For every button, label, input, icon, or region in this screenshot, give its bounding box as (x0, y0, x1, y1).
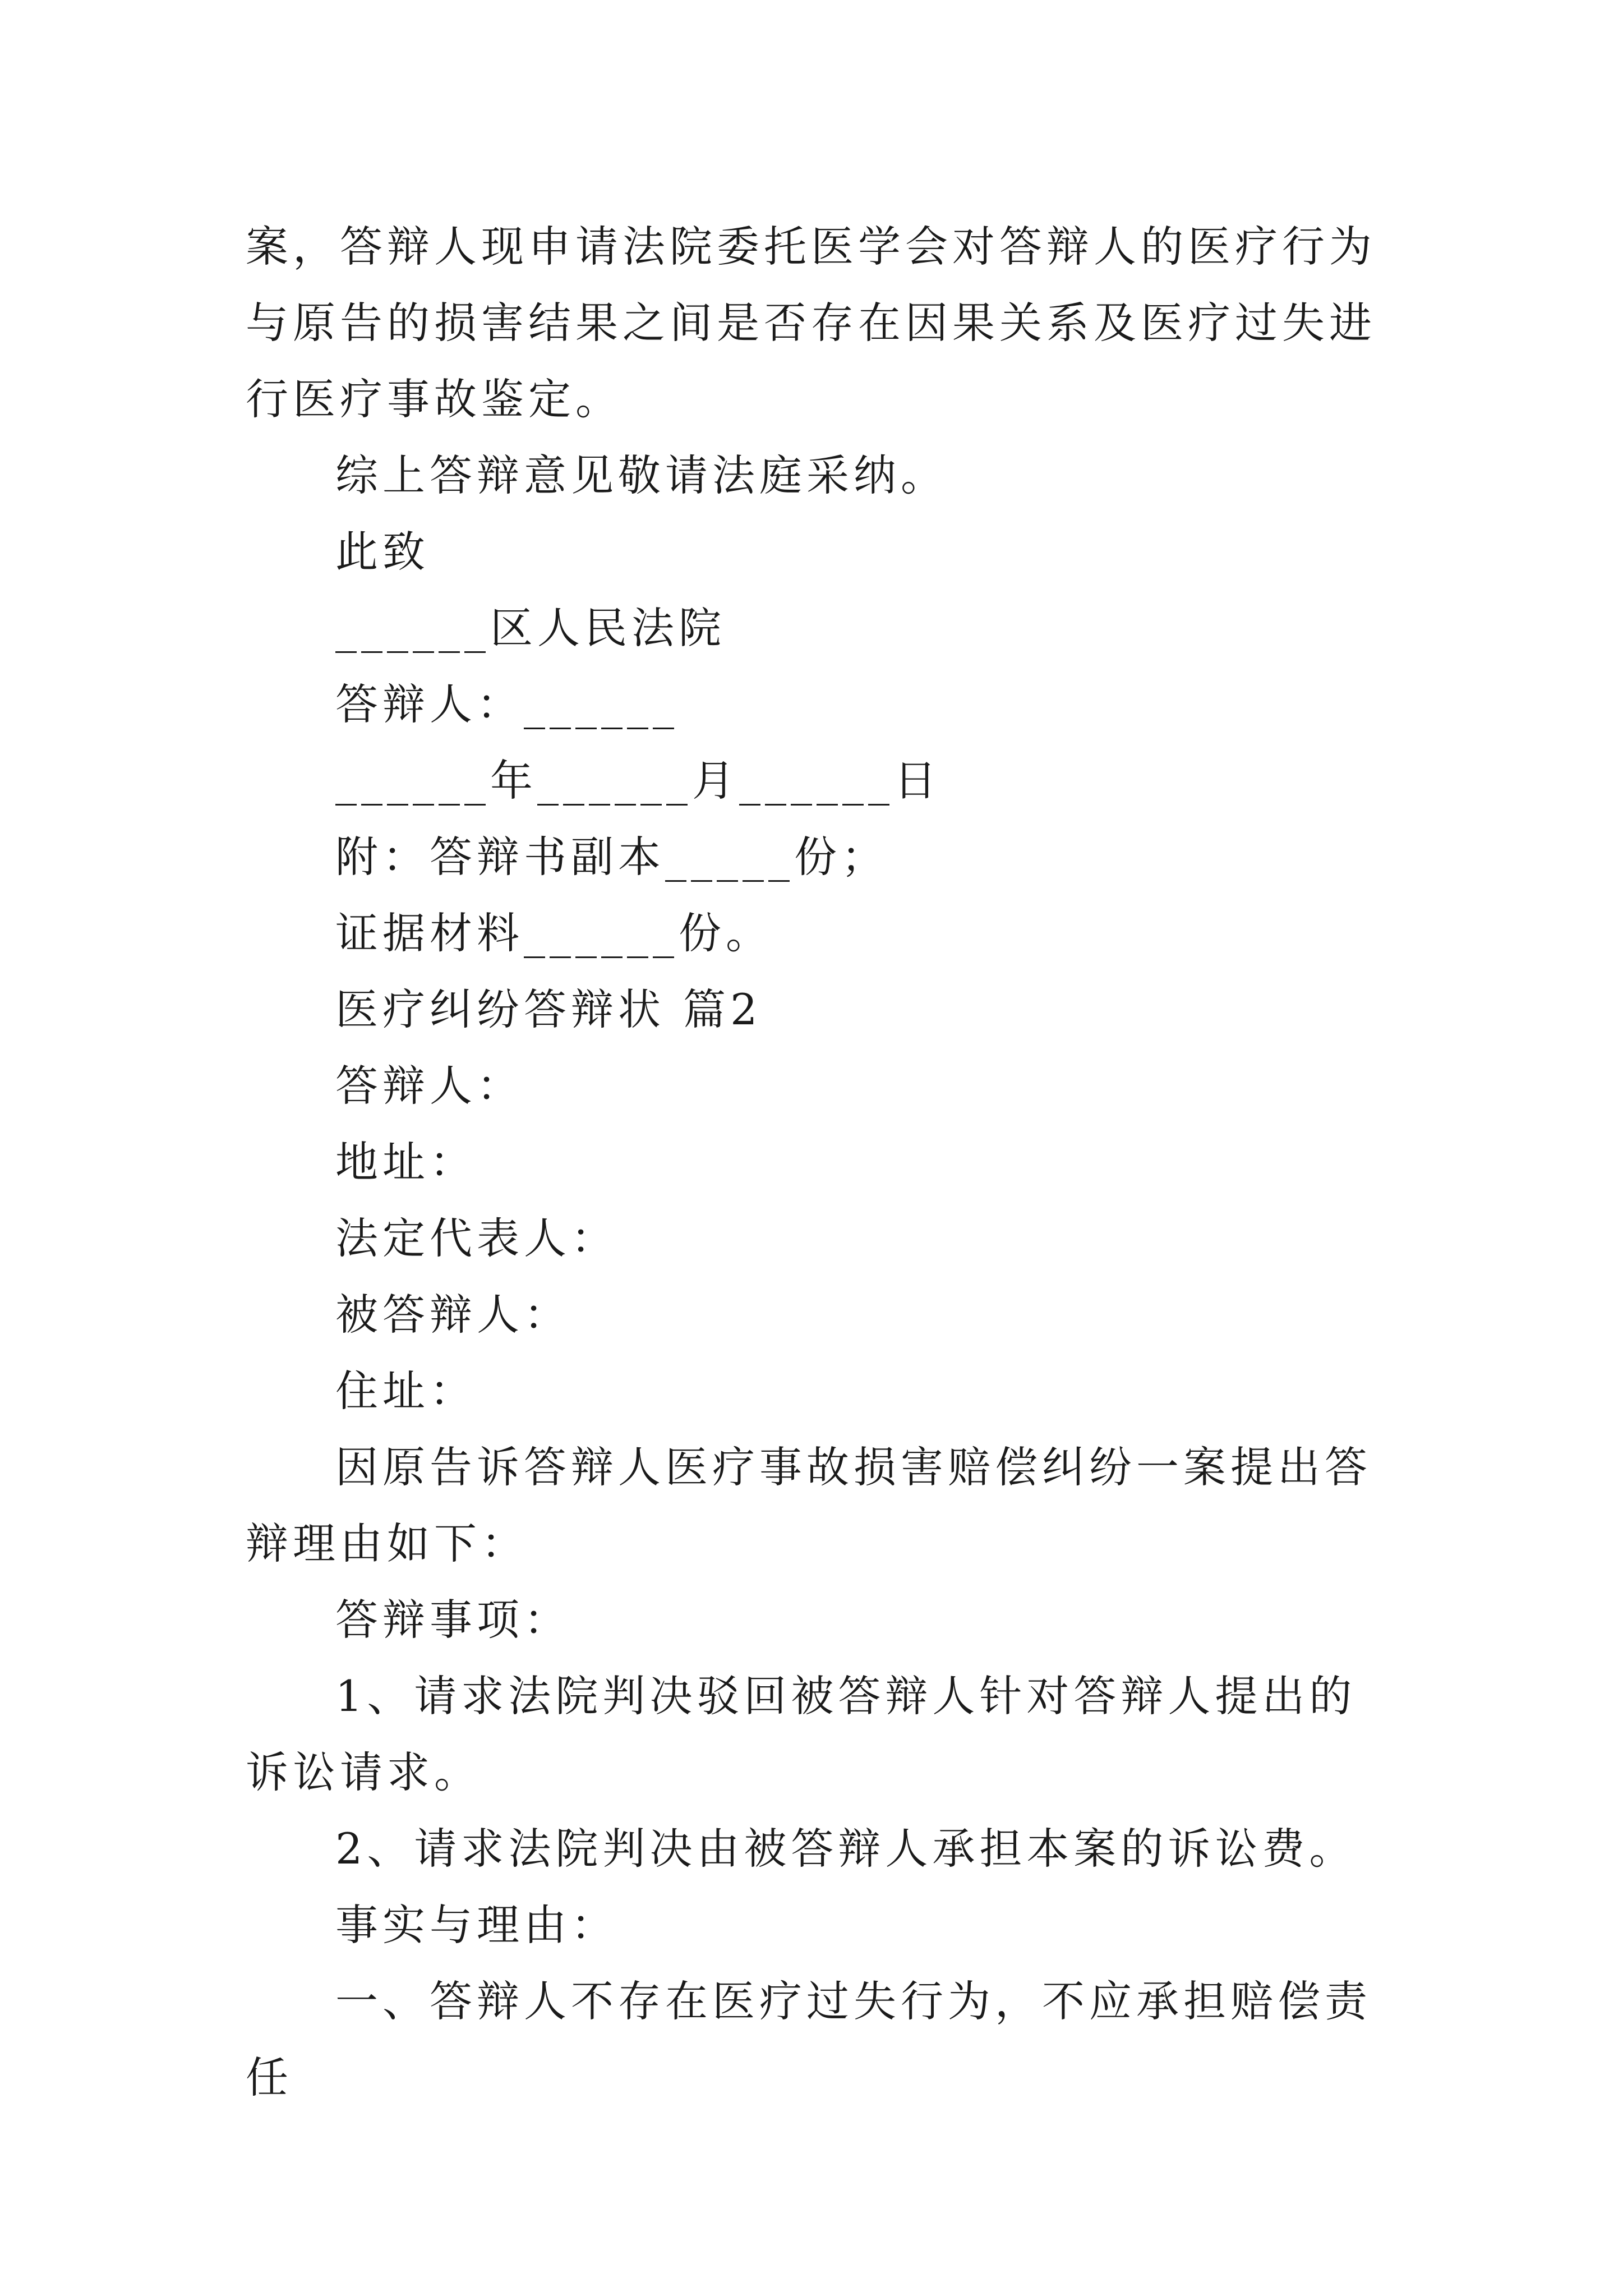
paragraph-court-name: ______区人民法院 (335, 603, 726, 653)
reason-1-heading: 一、答辩人不存在医疗过失行为，不应承担赔偿责任 (246, 1976, 1372, 2102)
paragraph-attachment-copies: 附：答辩书副本_____份； (335, 832, 888, 882)
paragraph-date-line: ______年______月______日 (335, 756, 941, 806)
paragraph-respondent-signature: 答辩人：______ (335, 679, 679, 729)
document-body (246, 209, 1390, 2116)
heading-facts-and-reasons: 事实与理由： (335, 1900, 618, 1950)
paragraph-salutation: 此致 (335, 527, 430, 577)
field-plaintiff: 被答辩人： (335, 1290, 571, 1340)
field-legal-representative: 法定代表人： (335, 1213, 618, 1263)
paragraph-appraisal-request: 案，答辩人现申请法院委托医学会对答辩人的医疗行为与原告的损害结果之间是否存在因果关系及医疗过失进行医疗事故鉴定。 (246, 222, 1376, 424)
paragraph-conclusion: 综上答辩意见敬请法庭采纳。 (335, 450, 948, 500)
defense-item-1: 1、请求法院判决驳回被答辩人针对答辩人提出的诉讼请求。 (246, 1671, 1357, 1797)
paragraph-introduction: 因原告诉答辩人医疗事故损害赔偿纠纷一案提出答辩理由如下： (246, 1442, 1372, 1568)
defense-item-2: 2、请求法院判决由被答辩人承担本案的诉讼费。 (335, 1824, 1357, 1874)
paragraph-evidence-materials: 证据材料______份。 (335, 908, 773, 958)
heading-defense-items: 答辩事项： (335, 1595, 571, 1645)
field-residence: 住址： (335, 1366, 477, 1416)
section-heading-part-2: 医疗纠纷答辩状 篇2 (335, 984, 762, 1034)
field-address: 地址： (335, 1137, 477, 1187)
field-respondent: 答辩人： (335, 1061, 524, 1111)
